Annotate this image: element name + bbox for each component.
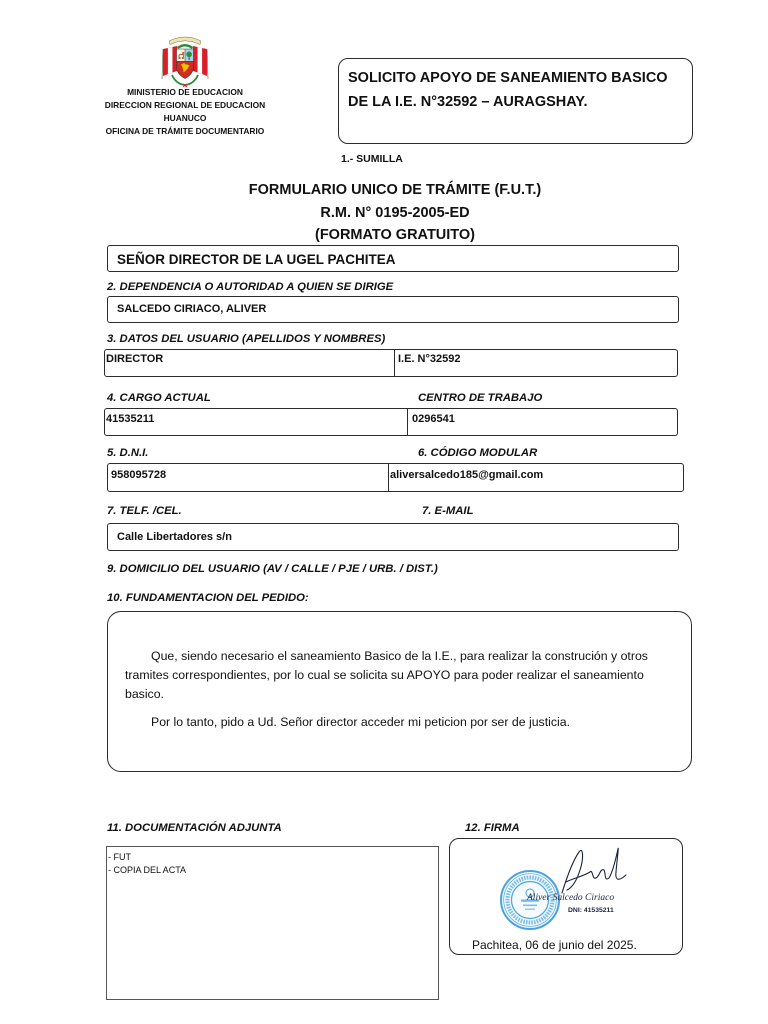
email-label: 7. E-MAIL <box>422 505 474 517</box>
sumilla-line-2: DE LA I.E. N°32592 – AURAGSHAY. <box>348 94 588 110</box>
handwritten-signature-icon <box>548 840 638 900</box>
cargo-label: 4. CARGO ACTUAL <box>107 392 211 404</box>
dni-label: 5. D.N.I. <box>107 447 149 459</box>
codigo-modular-value: 0296541 <box>412 413 455 425</box>
telefono-label: 7. TELF. /CEL. <box>107 505 182 517</box>
email-value: aliversalcedo185@gmail.com <box>390 469 544 481</box>
fundamentacion-p2: Por lo tanto, pido a Ud. Señor director acceder mi peticion por ser de justicia. <box>151 714 570 729</box>
codigo-modular-label: 6. CÓDIGO MODULAR <box>418 447 538 459</box>
telefono-email-field <box>107 463 684 492</box>
user-name-field <box>107 296 679 323</box>
documentacion-item: - COPIA DEL ACTA <box>108 865 187 875</box>
institution-line-ministry: MINISTERIO DE EDUCACION <box>127 86 243 97</box>
sumilla-label: 1.- SUMILLA <box>341 153 403 165</box>
signer-name: Aliver Salcedo Ciriaco <box>527 893 615 903</box>
documentacion-label: 11. DOCUMENTACIÓN ADJUNTA <box>107 822 282 834</box>
sumilla-text <box>348 66 668 114</box>
fundamentacion-p1-line-2: tramites correspondientes, por lo cual se solicita su APOYO para poder realizar el saneamiento <box>125 667 644 682</box>
fundamentacion-p1-line-1: Que, siendo necesario el saneamiento Basico de la I.E., para realizar la construción y otros <box>151 648 648 663</box>
cargo-centro-field <box>104 349 678 377</box>
firma-label: 12. FIRMA <box>465 822 520 834</box>
form-title-line-3: (FORMATO GRATUITO) <box>314 227 476 243</box>
signer-dni: DNI: 41535211 <box>568 906 614 914</box>
sumilla-box <box>338 58 693 144</box>
field-divider <box>394 350 395 376</box>
field-divider <box>407 409 408 435</box>
telefono-value: 958095728 <box>111 469 167 481</box>
institution-block <box>85 86 285 138</box>
domicilio-label: 9. DOMICILIO DEL USUARIO (AV / CALLE / PJE / URB. / DIST.) <box>107 563 438 575</box>
peru-coat-of-arms-icon <box>158 32 212 88</box>
addressee-value: SEÑOR DIRECTOR DE LA UGEL PACHITEA <box>117 251 396 267</box>
dni-codigo-field <box>104 408 678 436</box>
sumilla-line-1: SOLICITO APOYO DE SANEAMIENTO BASICO <box>348 70 668 86</box>
user-name-value: SALCEDO CIRIACO, ALIVER <box>117 303 267 315</box>
datos-usuario-label: 3. DATOS DEL USUARIO (APELLIDOS Y NOMBRES) <box>107 333 386 345</box>
dni-value: 41535211 <box>106 413 155 425</box>
institution-line-region: HUANUCO <box>163 112 207 123</box>
form-title-line-1: FORMULARIO UNICO DE TRÁMITE (F.U.T.) <box>248 182 542 198</box>
institution-line-regional: DIRECCION REGIONAL DE EDUCACION <box>104 99 266 110</box>
field-divider <box>388 464 389 491</box>
form-title <box>195 179 595 247</box>
documentacion-box <box>106 846 439 1000</box>
fundamentacion-box <box>107 611 692 772</box>
firma-box <box>449 838 683 955</box>
form-title-line-2: R.M. N° 0195-2005-ED <box>320 204 470 221</box>
cargo-value: DIRECTOR <box>106 353 164 365</box>
centro-trabajo-label: CENTRO DE TRABAJO <box>418 392 543 404</box>
domicilio-value: Calle Libertadores s/n <box>117 531 232 543</box>
centro-trabajo-value: I.E. N°32592 <box>398 353 461 365</box>
fundamentacion-p1-line-3: basico. <box>125 686 164 701</box>
fundamentacion-label: 10. FUNDAMENTACION DEL PEDIDO: <box>107 592 309 604</box>
domicilio-field <box>107 523 679 551</box>
place-date: Pachitea, 06 de junio del 2025. <box>472 937 637 952</box>
addressee-field <box>107 245 679 272</box>
documentacion-item: - FUT <box>108 852 131 862</box>
documentacion-list <box>108 851 186 877</box>
dependencia-label: 2. DEPENDENCIA O AUTORIDAD A QUIEN SE DIRIGE <box>107 281 394 293</box>
institution-line-office: OFICINA DE TRÁMITE DOCUMENTARIO <box>105 125 265 136</box>
